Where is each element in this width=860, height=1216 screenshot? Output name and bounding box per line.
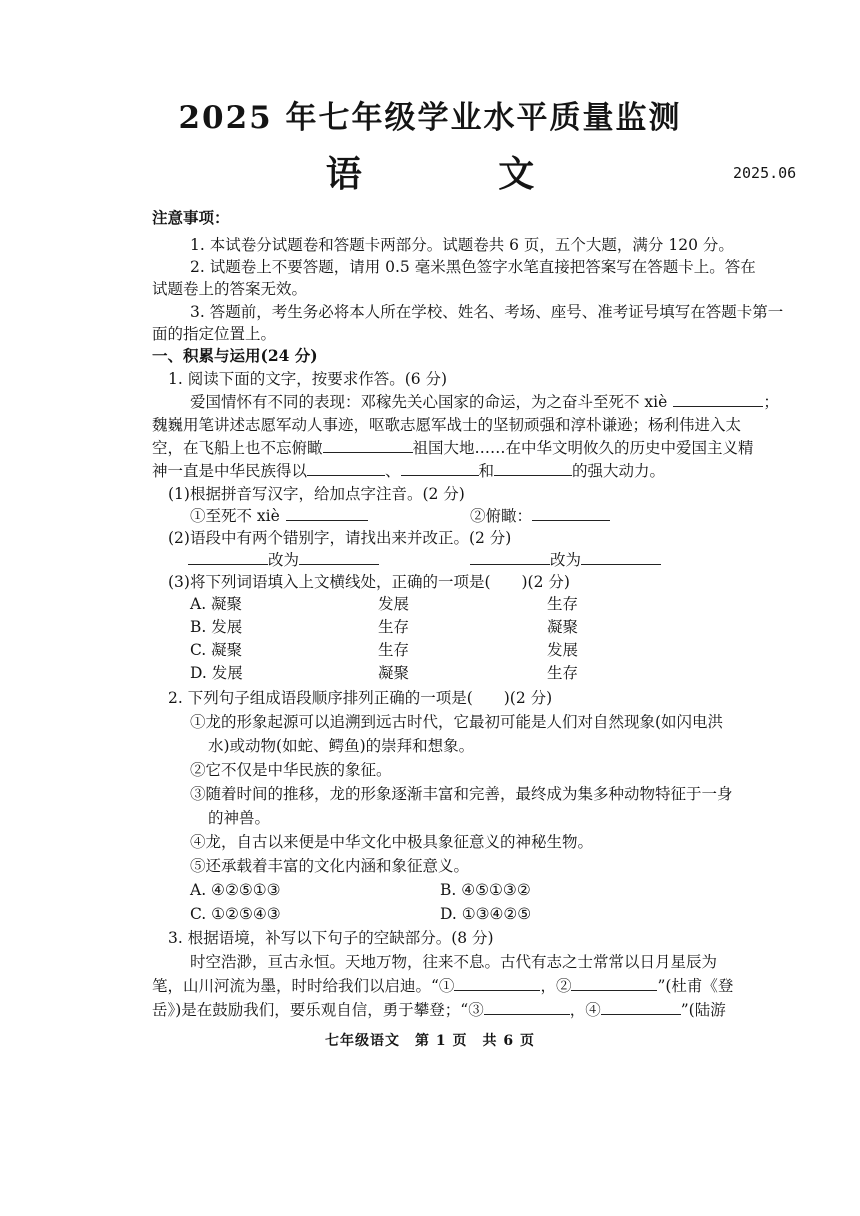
answer-blank[interactable] xyxy=(454,976,540,991)
answer-blank[interactable] xyxy=(601,1000,681,1015)
notice-line-2a: 2. 试题卷上不要答题，请用 0.5 毫米黑色签字水笔直接把答案写在答题卡上。答在 xyxy=(190,258,756,276)
q1-passage-text: 神一直是中华民族得以 xyxy=(152,462,308,480)
q1-passage-line-1 xyxy=(190,392,779,412)
answer-blank[interactable] xyxy=(286,506,368,521)
q3-passage-line-2 xyxy=(152,976,733,996)
option-a-col-1[interactable]: A. 凝聚 xyxy=(190,595,243,613)
q3-passage-text: ，② xyxy=(540,977,572,995)
notice-line-3b: 面的指定位置上。 xyxy=(152,325,277,343)
q3-passage-text: 岳》)是在鼓励我们，要乐观自信，勇于攀登；“③ xyxy=(152,1001,484,1019)
q2-option-c[interactable]: C. ①②⑤④③ xyxy=(190,905,281,923)
option-d-col-1[interactable]: D. 发展 xyxy=(190,664,243,682)
q2-option-b[interactable]: B. ④⑤①③② xyxy=(440,881,531,899)
q1-sub-2-pair-2 xyxy=(470,550,661,570)
q3-stem: 3. 根据语境，补写以下句子的空缺部分。(8 分) xyxy=(168,929,494,947)
exam-date: 2025.06 xyxy=(733,164,797,182)
q2-sentence-5: ⑤还承载着丰富的文化内涵和象征意义。 xyxy=(190,857,470,875)
answer-blank[interactable] xyxy=(401,461,479,476)
q3-passage-text: ，④ xyxy=(569,1001,601,1019)
q3-passage-line-3 xyxy=(152,1000,726,1020)
q3-passage-text: ”(陆游 xyxy=(680,1001,726,1019)
q1-passage-text: 祖国大地……在中华文明攸久的历史中爱国主义精 xyxy=(412,439,754,457)
answer-blank[interactable] xyxy=(484,1000,570,1015)
q2-sentence-1a: ①龙的形象起源可以追溯到远古时代，它最初可能是人们对自然现象(如闪电洪 xyxy=(190,713,724,731)
answer-blank[interactable] xyxy=(188,550,268,565)
q1-passage-line-2: 魏巍用笔讲述志愿军动人事迹，呕歌志愿军战士的坚韧顽强和淳朴谦逊；杨利伟进入太 xyxy=(152,416,742,434)
q1-passage-line-4 xyxy=(152,461,665,481)
option-a-col-2: 发展 xyxy=(378,595,410,613)
answer-blank[interactable] xyxy=(307,461,385,476)
q1-sub-2: (2)语段中有两个错别字，请找出来并改正。(2 分) xyxy=(168,529,512,547)
q2-sentence-3a: ③随着时间的推移，龙的形象逐渐丰富和完善，最终成为集多种动物特征于一身 xyxy=(190,785,733,803)
q1-passage-line-3 xyxy=(152,438,754,458)
q3-passage-text: 笔，山川河流为墨，时时给我们以启迪。“① xyxy=(152,977,455,995)
answer-blank[interactable] xyxy=(571,976,657,991)
notice-heading: 注意事项： xyxy=(152,208,230,227)
option-d-col-2: 凝聚 xyxy=(378,664,410,682)
answer-blank[interactable] xyxy=(323,438,413,453)
notice-line-3a: 3. 答题前，考生务必将本人所在学校、姓名、考场、座号、准考证号填写在答题卡第一 xyxy=(190,303,784,321)
option-b-col-1[interactable]: B. 发展 xyxy=(190,618,243,636)
q2-sentence-4: ④龙，自古以来便是中华文化中极具象征意义的神秘生物。 xyxy=(190,833,594,851)
answer-blank[interactable] xyxy=(299,550,379,565)
q1-sub-3: (3)将下列词语填入上文横线处，正确的一项是( )(2 分) xyxy=(168,573,570,591)
answer-blank[interactable] xyxy=(494,461,572,476)
sub-label: ②俯瞰： xyxy=(470,507,533,525)
q1-sub-1-b xyxy=(470,506,610,526)
q1-passage-text: 爱国情怀有不同的表现：邓稼先关心国家的命运，为之奋斗至死不 xiè xyxy=(190,393,668,411)
q2-option-d[interactable]: D. ①③④②⑤ xyxy=(440,905,532,923)
option-d-col-3: 生存 xyxy=(547,664,579,682)
q1-passage-text: 的强大动力。 xyxy=(572,462,666,480)
q1-sub-2-pair-1 xyxy=(188,550,379,570)
page-footer: 七年级语文 第 1 页 共 6 页 xyxy=(325,1033,535,1049)
q1-sub-1: (1)根据拼音写汉字，给加点字注音。(2 分) xyxy=(168,485,465,503)
q2-sentence-1b: 水)或动物(如蛇、鳄鱼)的崇拜和想象。 xyxy=(208,737,475,755)
notice-line-2b: 试题卷上的答案无效。 xyxy=(152,280,308,298)
punct: ； xyxy=(763,393,779,411)
answer-blank[interactable] xyxy=(470,550,550,565)
section-1-heading: 一、积累与运用(24 分) xyxy=(152,346,318,365)
option-c-col-3: 发展 xyxy=(547,641,579,659)
q1-sub-1-a xyxy=(190,506,368,526)
option-b-col-3: 凝聚 xyxy=(547,618,579,636)
sub-label: ①至死不 xiè xyxy=(190,507,280,525)
q1-passage-text: 和 xyxy=(478,462,495,480)
q2-sentence-2: ②它不仅是中华民族的象征。 xyxy=(190,761,392,779)
q1-stem: 1. 阅读下面的文字，按要求作答。(6 分) xyxy=(168,370,448,388)
answer-blank[interactable] xyxy=(581,550,661,565)
q1-passage-text: 空，在飞船上也不忘俯瞰 xyxy=(152,439,323,457)
punct: 、 xyxy=(385,462,401,480)
notice-line-1: 1. 本试卷分试题卷和答题卡两部分。试题卷共 6 页，五个大题，满分 120 分。 xyxy=(190,236,734,254)
q2-option-a[interactable]: A. ④②⑤①③ xyxy=(190,881,281,899)
option-a-col-3: 生存 xyxy=(547,595,579,613)
subject-title: 语 文 xyxy=(325,153,597,195)
q3-passage-line-1: 时空浩渺，亘古永恒。天地万物，往来不息。古代有志之士常常以日月星辰为 xyxy=(190,953,718,971)
change-label: 改为 xyxy=(550,551,582,569)
answer-blank[interactable] xyxy=(673,392,763,407)
q2-sentence-3b: 的神兽。 xyxy=(208,809,271,827)
exam-title: 2025 年七年级学业水平质量监测 xyxy=(178,100,682,136)
q3-passage-text: ”(杜甫《登 xyxy=(657,977,734,995)
q2-stem: 2. 下列句子组成语段顺序排列正确的一项是( )(2 分) xyxy=(168,689,553,707)
option-c-col-2: 生存 xyxy=(378,641,410,659)
option-b-col-2: 生存 xyxy=(378,618,410,636)
answer-blank[interactable] xyxy=(532,506,610,521)
option-c-col-1[interactable]: C. 凝聚 xyxy=(190,641,243,659)
change-label: 改为 xyxy=(268,551,300,569)
